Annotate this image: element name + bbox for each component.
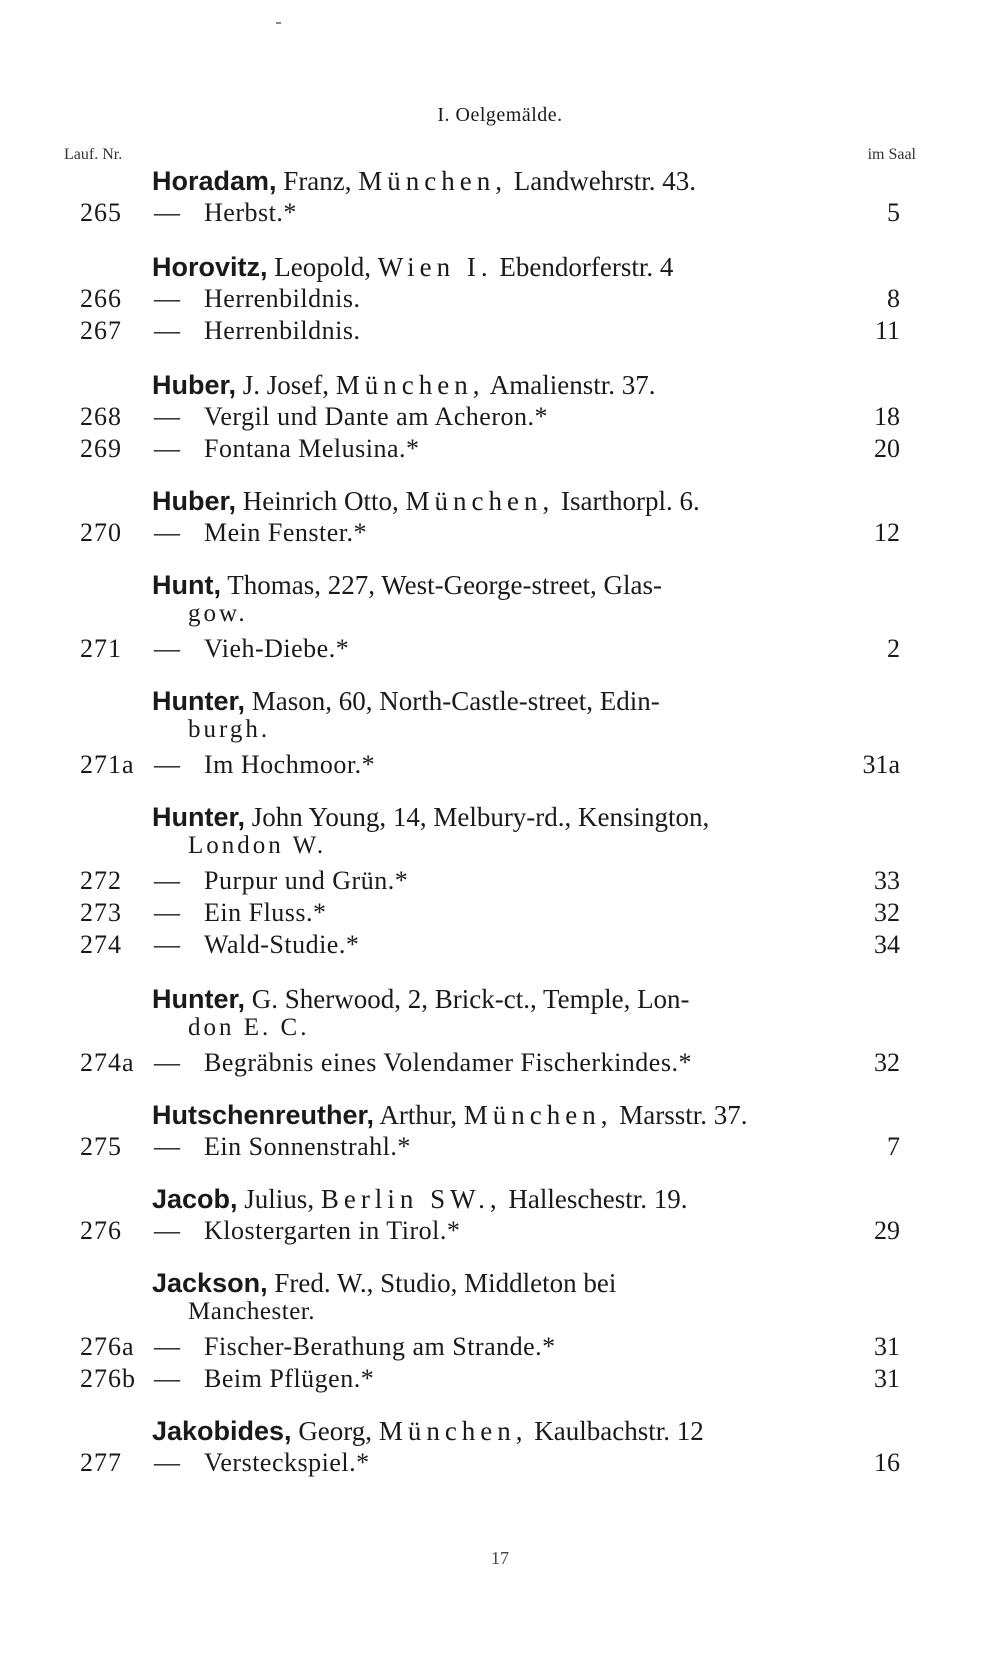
artist-firstname: Heinrich Otto,	[242, 486, 399, 516]
artist-address: Isarthorpl. 6.	[560, 486, 700, 516]
work-number: 267	[80, 316, 122, 345]
artist-entry	[152, 982, 892, 1016]
work-row	[0, 402, 1000, 436]
work-row	[0, 1216, 1000, 1250]
work-room: 20	[874, 434, 900, 463]
work-row	[0, 434, 1000, 468]
dash: —	[154, 634, 180, 663]
artist-name: Hunt,	[152, 570, 221, 600]
artist-firstname: J. Josef,	[242, 370, 330, 400]
artist-address-continued: burgh.	[188, 716, 271, 743]
work-number: 276b	[80, 1364, 136, 1393]
work-room: 16	[874, 1448, 900, 1477]
work-number: 271	[80, 634, 122, 663]
work-number: 268	[80, 402, 122, 431]
artist-city: München,	[405, 486, 555, 516]
artist-address: Landwehrstr. 43.	[513, 166, 696, 196]
artist-firstname: John Young,	[251, 802, 387, 832]
dash: —	[154, 898, 180, 927]
artist-entry	[152, 1182, 892, 1216]
column-header-room: im Saal	[867, 146, 916, 163]
artist-entry	[152, 250, 892, 284]
dash: —	[154, 402, 180, 431]
work-room: 7	[887, 1132, 900, 1161]
artist-name: Hunter,	[152, 686, 246, 716]
work-title: Ein Fluss.*	[204, 898, 327, 927]
artist-name: Huber,	[152, 486, 237, 516]
artist-address: 227, West-George-street, Glas-	[327, 570, 662, 600]
work-room: 18	[874, 402, 900, 431]
dash: —	[154, 434, 180, 463]
column-header-number: Lauf. Nr.	[64, 146, 123, 163]
artist-name: Hunter,	[152, 984, 246, 1014]
section-title: I. Oelgemälde.	[437, 104, 563, 126]
work-title: Herbst.*	[204, 198, 297, 227]
work-title: Herrenbildnis.	[204, 316, 361, 345]
work-row	[0, 750, 1000, 784]
work-title: Herrenbildnis.	[204, 284, 361, 313]
work-title: Fischer-Berathung am Strande.*	[204, 1332, 556, 1361]
work-row	[0, 284, 1000, 318]
work-title: Beim Pflügen.*	[204, 1364, 375, 1393]
work-room: 8	[887, 284, 900, 313]
artist-firstname: Georg,	[298, 1416, 373, 1446]
work-number: 274	[80, 930, 122, 959]
work-title: Wald-Studie.*	[204, 930, 360, 959]
work-row	[0, 930, 1000, 964]
dash: —	[154, 866, 180, 895]
work-room: 31a	[862, 750, 900, 779]
artist-city: München,	[378, 1416, 528, 1446]
artist-city: Berlin SW.,	[320, 1184, 502, 1214]
scan-speck	[276, 22, 281, 24]
work-room: 29	[874, 1216, 900, 1245]
work-row	[0, 1364, 1000, 1398]
work-title: Begräbnis eines Volendamer Fischerkindes.*	[204, 1048, 692, 1077]
work-title: Vergil und Dante am Acheron.*	[204, 402, 548, 431]
artist-entry	[152, 800, 892, 834]
work-row	[0, 1132, 1000, 1166]
artist-address-continued: London W.	[188, 832, 327, 859]
work-row	[0, 1448, 1000, 1482]
artist-entry	[152, 684, 892, 718]
work-title: Klostergarten in Tirol.*	[204, 1216, 461, 1245]
work-number: 266	[80, 284, 122, 313]
artist-address: Ebendorferstr. 4	[499, 252, 674, 282]
artist-city: Wien I.	[377, 252, 493, 282]
artist-name: Jacob,	[152, 1184, 238, 1214]
artist-firstname: Leopold,	[274, 252, 371, 282]
work-row	[0, 316, 1000, 350]
work-row	[0, 1048, 1000, 1082]
work-number: 275	[80, 1132, 122, 1161]
work-row	[0, 866, 1000, 900]
work-room: 33	[874, 866, 900, 895]
work-room: 32	[874, 898, 900, 927]
artist-name: Horovitz,	[152, 252, 268, 282]
dash: —	[154, 284, 180, 313]
artist-name: Horadam,	[152, 166, 277, 196]
work-title: Fontana Melusina.*	[204, 434, 420, 463]
artist-address: 2, Brick-ct., Temple, Lon-	[407, 984, 690, 1014]
artist-entry	[152, 1266, 892, 1300]
artist-name: Hutschenreuther,	[152, 1100, 375, 1130]
dash: —	[154, 1332, 180, 1361]
work-room: 11	[874, 316, 900, 345]
artist-firstname: Mason,	[251, 686, 333, 716]
work-room: 31	[874, 1364, 900, 1393]
dash: —	[154, 1132, 180, 1161]
work-room: 12	[874, 518, 900, 547]
artist-city: München,	[335, 370, 485, 400]
work-number: 272	[80, 866, 122, 895]
artist-name: Jackson,	[152, 1268, 268, 1298]
artist-entry	[152, 1414, 892, 1448]
work-room: 34	[874, 930, 900, 959]
work-number: 270	[80, 518, 122, 547]
work-title: Ein Sonnenstrahl.*	[204, 1132, 411, 1161]
artist-firstname: Julius,	[244, 1184, 315, 1214]
work-row	[0, 634, 1000, 668]
dash: —	[154, 198, 180, 227]
artist-entry	[152, 568, 892, 602]
artist-address: Marsstr. 37.	[619, 1100, 748, 1130]
dash: —	[154, 930, 180, 959]
artist-entry	[152, 484, 892, 518]
dash: —	[154, 316, 180, 345]
dash: —	[154, 1216, 180, 1245]
work-title: Versteckspiel.*	[204, 1448, 370, 1477]
artist-firstname: Franz,	[283, 166, 352, 196]
artist-city: München,	[463, 1100, 613, 1130]
work-number: 276a	[80, 1332, 135, 1361]
artist-address: 60, North-Castle-street, Edin-	[338, 686, 660, 716]
work-number: 273	[80, 898, 122, 927]
work-number: 269	[80, 434, 122, 463]
dash: —	[154, 750, 180, 779]
work-room: 2	[887, 634, 900, 663]
work-number: 277	[80, 1448, 122, 1477]
artist-name: Hunter,	[152, 802, 246, 832]
work-row	[0, 1332, 1000, 1366]
artist-name: Huber,	[152, 370, 237, 400]
artist-address: 14, Melbury-rd., Kensington,	[392, 802, 710, 832]
artist-address-continued: Manchester.	[188, 1298, 315, 1325]
artist-name: Jakobides,	[152, 1416, 292, 1446]
artist-address-continued: gow.	[188, 600, 248, 627]
artist-firstname: Fred. W.,	[274, 1268, 374, 1298]
dash: —	[154, 518, 180, 547]
work-room: 32	[874, 1048, 900, 1077]
work-number: 274a	[80, 1048, 135, 1077]
work-title: Vieh-Diebe.*	[204, 634, 350, 663]
artist-city: München,	[358, 166, 508, 196]
artist-entry	[152, 368, 892, 402]
work-row	[0, 518, 1000, 552]
dash: —	[154, 1364, 180, 1393]
work-room: 5	[887, 198, 900, 227]
artist-entry	[152, 164, 892, 198]
artist-address: Studio, Middleton bei	[380, 1268, 617, 1298]
work-row	[0, 198, 1000, 232]
dash: —	[154, 1048, 180, 1077]
work-title: Purpur und Grün.*	[204, 866, 409, 895]
work-room: 31	[874, 1332, 900, 1361]
dash: —	[154, 1448, 180, 1477]
work-row	[0, 898, 1000, 932]
artist-firstname: Thomas,	[227, 570, 321, 600]
artist-entry	[152, 1098, 892, 1132]
work-title: Mein Fenster.*	[204, 518, 367, 547]
work-number: 265	[80, 198, 122, 227]
work-number: 276	[80, 1216, 122, 1245]
artist-firstname: G. Sherwood,	[251, 984, 402, 1014]
artist-address: Amalienstr. 37.	[489, 370, 656, 400]
artist-address-continued: don E. C.	[188, 1014, 310, 1041]
work-number: 271a	[80, 750, 135, 779]
work-title: Im Hochmoor.*	[204, 750, 376, 779]
page-number: 17	[491, 1548, 509, 1568]
artist-address: Halleschestr. 19.	[508, 1184, 688, 1214]
artist-firstname: Arthur,	[379, 1100, 457, 1130]
artist-address: Kaulbachstr. 12	[534, 1416, 704, 1446]
